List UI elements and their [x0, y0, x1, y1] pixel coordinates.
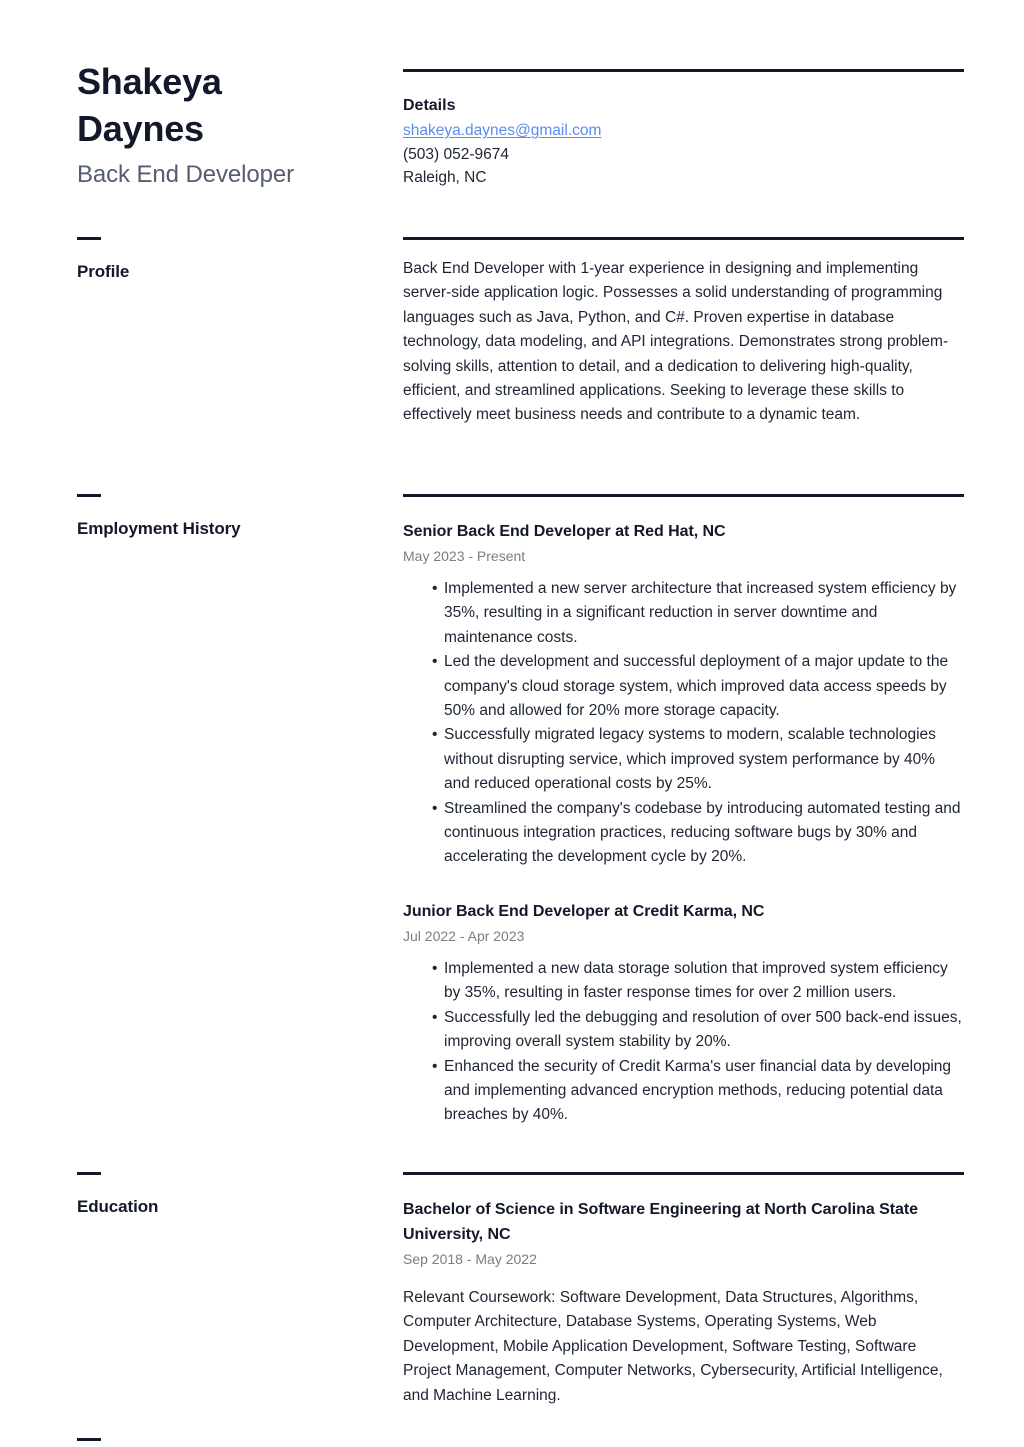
education-entry-date: Sep 2018 - May 2022 [403, 1251, 537, 1267]
resume-header [77, 58, 377, 192]
email-link[interactable]: shakeya.daynes@gmail.com [403, 122, 602, 139]
employment-entry-bullets [403, 957, 964, 1128]
section-dash-icon [77, 494, 101, 497]
employment-entry-date: May 2023 - Present [403, 548, 526, 564]
last-name: Daynes [77, 108, 204, 149]
profile-text: Back End Developer with 1-year experience in designing and implementing server-side application logic. Possesses a solid understanding of programming languages such as Java, Python, and C#. Proven expertise in database technology, data modeling, and API integrations. Demonstrates strong problem-solving skills, attention to detail, and a dedication to delivering high-quality, efficient, and streamlined applications. Seeking to leverage these skills to effectively meet business needs and contribute to a dynamic team. [403, 260, 949, 424]
phone-text: (503) 052-9674 [403, 145, 509, 163]
employment-entry [403, 519, 964, 870]
section-dash-icon [77, 1172, 101, 1175]
list-item: • Implemented a new data storage solution that improved system efficiency by 35%, resulting in faster response times for over 2 million users. [434, 957, 964, 1006]
employment-entry-title: Senior Back End Developer at Red Hat, NC [403, 523, 726, 540]
profile-section-label: Profile [77, 262, 130, 281]
first-name: Shakeya [77, 61, 222, 102]
employment-label-column [77, 494, 377, 540]
education-label-column [77, 1172, 377, 1218]
details-heading: Details [403, 97, 456, 114]
education-entry-note: Relevant Coursework: Software Development, Data Structures, Algorithms, Computer Architecture, Database Systems, Operating Systems, Web Development, Mobile Application Development, Software Testing, Software Project Management, Computer Networks, Cybersecurity, Artificial Intelligence, and Machine Learning. [403, 1289, 943, 1404]
list-item: • Implemented a new server architecture that increased system efficiency by 35%, resulting in a significant reduction in server downtime and maintenance costs. [434, 577, 964, 650]
list-item: • Streamlined the company's codebase by introducing automated testing and continuous integration practices, reducing software bugs by 30% and accelerating the development cycle by 20%. [434, 797, 964, 870]
employment-rule [403, 494, 964, 497]
education-section-label: Education [77, 1197, 159, 1216]
education-rule [403, 1172, 964, 1175]
education-column [403, 1172, 964, 1408]
header-job-title: Back End Developer [77, 161, 294, 188]
employment-entry-title: Junior Back End Developer at Credit Karma, NC [403, 902, 765, 920]
employment-entry-date: Jul 2022 - Apr 2023 [403, 927, 525, 944]
list-item: • Led the development and successful deployment of a major update to the company's cloud storage system, which improved data access speeds by 50% and allowed for 20% more storage capacity. [434, 650, 964, 723]
details-column [403, 69, 964, 190]
education-entry [403, 1197, 964, 1408]
details-rule [403, 69, 964, 72]
section-dash-icon [77, 237, 101, 240]
profile-rule [403, 237, 964, 240]
profile-column [403, 237, 964, 428]
list-item: • Successfully led the debugging and resolution of over 500 back-end issues, improving overall system stability by 20%. [434, 1006, 964, 1055]
list-item: • Enhanced the security of Credit Karma's user financial data by developing and implementing advanced encryption methods, reducing potential data breaches by 40%. [434, 1055, 964, 1128]
employment-column [403, 494, 964, 1128]
employment-entry [403, 899, 964, 1128]
education-entry-title: Bachelor of Science in Software Engineering at North Carolina State University, NC [403, 1201, 918, 1243]
employment-section-label: Employment History [77, 519, 241, 538]
location-text: Raleigh, NC [403, 169, 487, 186]
section-dash-icon [77, 1438, 101, 1441]
list-item: • Successfully migrated legacy systems to modern, scalable technologies without disrupting service, which improved system performance by 40% and reduced operational costs by 25%. [434, 723, 964, 796]
employment-entry-bullets [403, 577, 964, 870]
profile-label-column [77, 237, 377, 283]
